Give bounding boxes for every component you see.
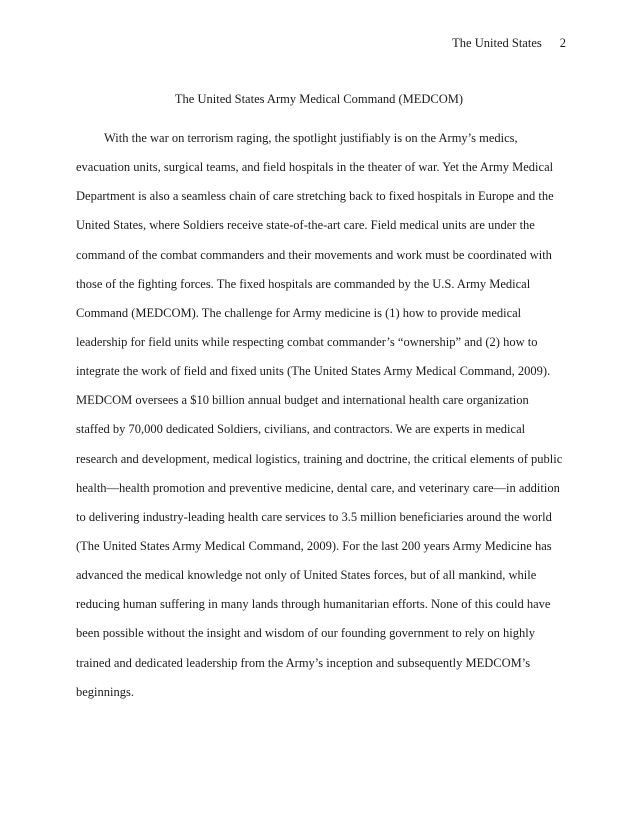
body-line: evacuation units, surgical teams, and field hospitals in the theater of war. Yet the Army Medical bbox=[76, 160, 554, 175]
body-line: Command (MEDCOM). The challenge for Army medicine is (1) how to provide medical bbox=[76, 305, 522, 320]
body-line: (The United States Army Medical Command, 2009). For the last 200 years Army Medicine has bbox=[76, 538, 552, 553]
body-line: research and development, medical logistics, training and doctrine, the critical elements of public bbox=[76, 451, 563, 466]
body-line: United States, where Soldiers receive state-of-the-art care. Field medical units are under the bbox=[76, 218, 535, 233]
body-line: reducing human suffering in many lands through humanitarian efforts. None of this could have bbox=[76, 597, 551, 612]
body-line: advanced the medical knowledge not only of United States forces, but of all mankind, while bbox=[76, 568, 537, 583]
body-line: been possible without the insight and wisdom of our founding government to rely on highly bbox=[76, 626, 535, 641]
body-line: staffed by 70,000 dedicated Soldiers, civilians, and contractors. We are experts in medical bbox=[76, 422, 526, 437]
body-line: leadership for field units while respecting combat commander’s “ownership” and (2) how to bbox=[76, 334, 538, 349]
body-line: command of the combat commanders and their movements and work must be coordinated with bbox=[76, 247, 552, 262]
body-paragraph bbox=[76, 124, 576, 707]
running-head-title: The United States bbox=[452, 36, 542, 50]
body-line: trained and dedicated leadership from the Army’s inception and subsequently MEDCOM’s bbox=[76, 655, 531, 670]
body-line: Department is also a seamless chain of care stretching back to fixed hospitals in Europe and the bbox=[76, 189, 554, 204]
body-line: to delivering industry-leading health care services to 3.5 million beneficiaries around the world bbox=[76, 509, 552, 524]
body-line: beginnings. bbox=[76, 684, 134, 699]
body-line: With the war on terrorism raging, the spotlight justifiably is on the Army’s medics, bbox=[104, 131, 518, 145]
body-line: MEDCOM oversees a $10 billion annual budget and international health care organization bbox=[76, 393, 529, 408]
page-number: 2 bbox=[559, 36, 566, 50]
body-line: those of the fighting forces. The fixed hospitals are commanded by the U.S. Army Medical bbox=[76, 276, 531, 291]
running-head bbox=[452, 36, 566, 51]
body-line: health—health promotion and preventive medicine, dental care, and veterinary care—in addition bbox=[76, 480, 560, 495]
document-title: The United States Army Medical Command (MEDCOM) bbox=[174, 92, 464, 106]
body-line: integrate the work of field and fixed units (The United States Army Medical Command, 2009). bbox=[76, 364, 551, 379]
